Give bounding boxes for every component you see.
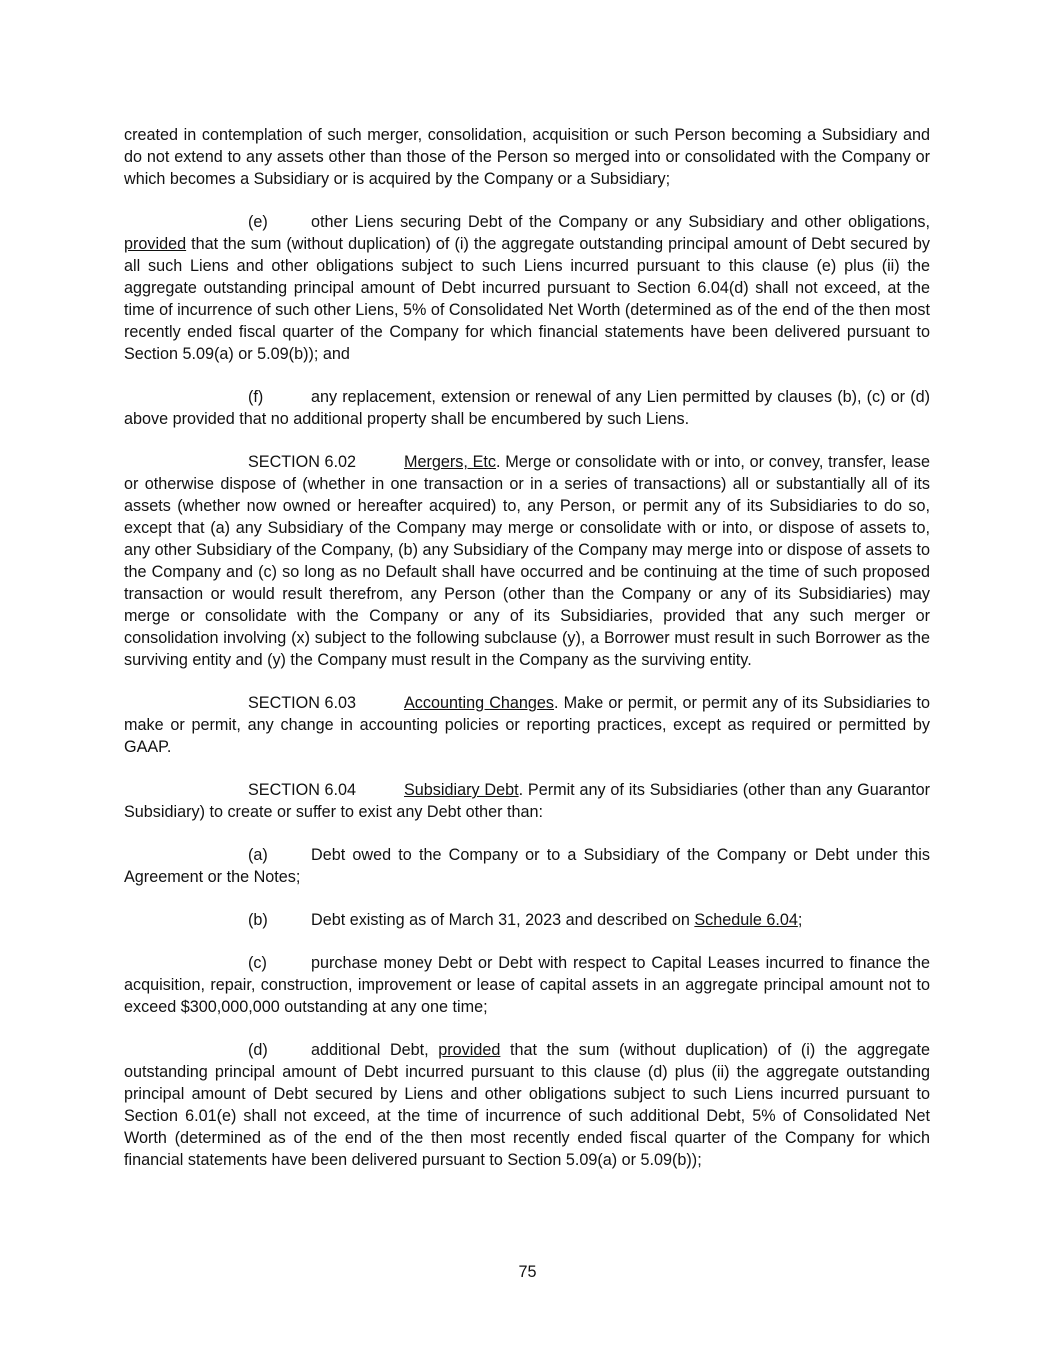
clause-e-label: (e)	[248, 213, 268, 231]
clause-d-paragraph	[124, 1039, 930, 1171]
clause-a-paragraph	[124, 844, 930, 888]
section-6-03-heading: Accounting Changes	[404, 694, 555, 712]
clause-a-label: (a)	[248, 846, 268, 864]
clause-f-paragraph	[124, 386, 930, 430]
clause-b-tail: ;	[797, 911, 803, 929]
section-6-04-heading: Subsidiary Debt	[404, 781, 519, 799]
section-6-02-text: . Merge or consolidate with or into, or convey, transfer, lease or otherwise dispose of (whether in one transaction or in a series of transactions) all or substantially all of its assets (whether now owned or hereafter acquired) to, any Person, or permit any of its Subsidiaries to do so, except that (a) any Subsidiary of the Company may merge or consolidate with or into, or dispose of assets to, any other Subsidiary of the Company, (b) any Subsidiary of the Company may merge into or dispose of assets to the Company and (c) so long as no Default shall have occurred and be continuing at the time of such proposed transaction or would result therefrom, any Person (other than the Company or any of its Subsidiaries) may merge or consolidate with the Company or any of its Subsidiaries, provided that any such merger or consolidation involving (x) subject to the following subclause (y), a Borrower must result in such Borrower as the surviving entity and (y) the Company must result in the Company as the surviving entity.	[124, 453, 930, 669]
section-6-04-number: SECTION 6.04	[248, 781, 356, 799]
clause-d-text: that the sum (without duplication) of (i) the aggregate outstanding principal amount of Debt incurred pursuant to this clause (d) plus (ii) the aggregate outstanding principal amount of Debt secured by Liens and other obligations subject to such Liens incurred pursuant to Section 6.01(e) shall not exceed, at the time of incurrence of such additional Debt, 5% of Consolidated Net Worth (determined as of the end of the then most recently ended fiscal quarter of the Company for which financial statements have been delivered pursuant to Section 5.09(a) or 5.09(b));	[124, 1041, 930, 1169]
clause-e-text: that the sum (without duplication) of (i) the aggregate outstanding principal amount of Debt secured by all such Liens and other obligations subject to such Liens incurred pursuant to this clause (e) plus (ii) the aggregate outstanding principal amount of Debt incurred pursuant to Section 6.04(d) shall not exceed, at the time of incurrence of such other Liens, 5% of Consolidated Net Worth (determined as of the end of the then most recently ended fiscal quarter of the Company for which financial statements have been delivered pursuant to Section 5.09(a) or 5.09(b)); and	[124, 235, 930, 363]
page-number: 75	[518, 1263, 537, 1281]
section-6-02-paragraph	[124, 451, 930, 671]
clause-b-lead: Debt existing as of March 31, 2023 and described on	[311, 911, 695, 929]
clause-e-lead: other Liens securing Debt of the Company or any Subsidiary and other obligations,	[311, 213, 930, 231]
clause-d-lead: additional Debt,	[311, 1041, 439, 1059]
clause-c-text: purchase money Debt or Debt with respect to Capital Leases incurred to finance the acquisition, repair, construction, improvement or lease of capital assets in an aggregate principal amount not to exceed $300,000,000 outstanding at any one time;	[124, 954, 930, 1016]
continuation-paragraph: created in contemplation of such merger, consolidation, acquisition or such Person becoming a Subsidiary and do not extend to any assets other than those of the Person so merged into or consolidated with the Company or which becomes a Subsidiary or is acquired by the Company or a Subsidiary;	[124, 126, 930, 188]
section-6-03-paragraph	[124, 692, 930, 758]
section-6-03-text: . Make or permit, or permit any of its Subsidiaries to make or permit, any change in accounting policies or reporting practices, except as required or permitted by GAAP.	[124, 694, 930, 756]
section-6-02-heading: Mergers, Etc	[404, 453, 496, 471]
clause-c-paragraph	[124, 952, 930, 1018]
clause-f-text: any replacement, extension or renewal of any Lien permitted by clauses (b), (c) or (d) above provided that no additional property shall be encumbered by such Liens.	[124, 388, 930, 428]
clause-d-label: (d)	[248, 1041, 268, 1059]
section-6-04-text: . Permit any of its Subsidiaries (other than any Guarantor Subsidiary) to create or suffer to exist any Debt other than:	[124, 781, 930, 821]
document-page	[124, 124, 930, 1192]
clause-e-paragraph	[124, 211, 930, 365]
schedule-6-04-link: Schedule 6.04	[694, 911, 798, 929]
clause-d-provided: provided	[438, 1041, 501, 1059]
clause-f-label: (f)	[248, 388, 264, 406]
clause-c-label: (c)	[248, 954, 267, 972]
section-6-04-paragraph	[124, 779, 930, 823]
clause-a-text: Debt owed to the Company or to a Subsidiary of the Company or Debt under this Agreement or the Notes;	[124, 846, 930, 886]
clause-b-paragraph	[124, 909, 930, 931]
clause-e-provided: provided	[124, 235, 187, 253]
section-6-02-number: SECTION 6.02	[248, 453, 356, 471]
clause-b-label: (b)	[248, 911, 268, 929]
section-6-03-number: SECTION 6.03	[248, 694, 356, 712]
